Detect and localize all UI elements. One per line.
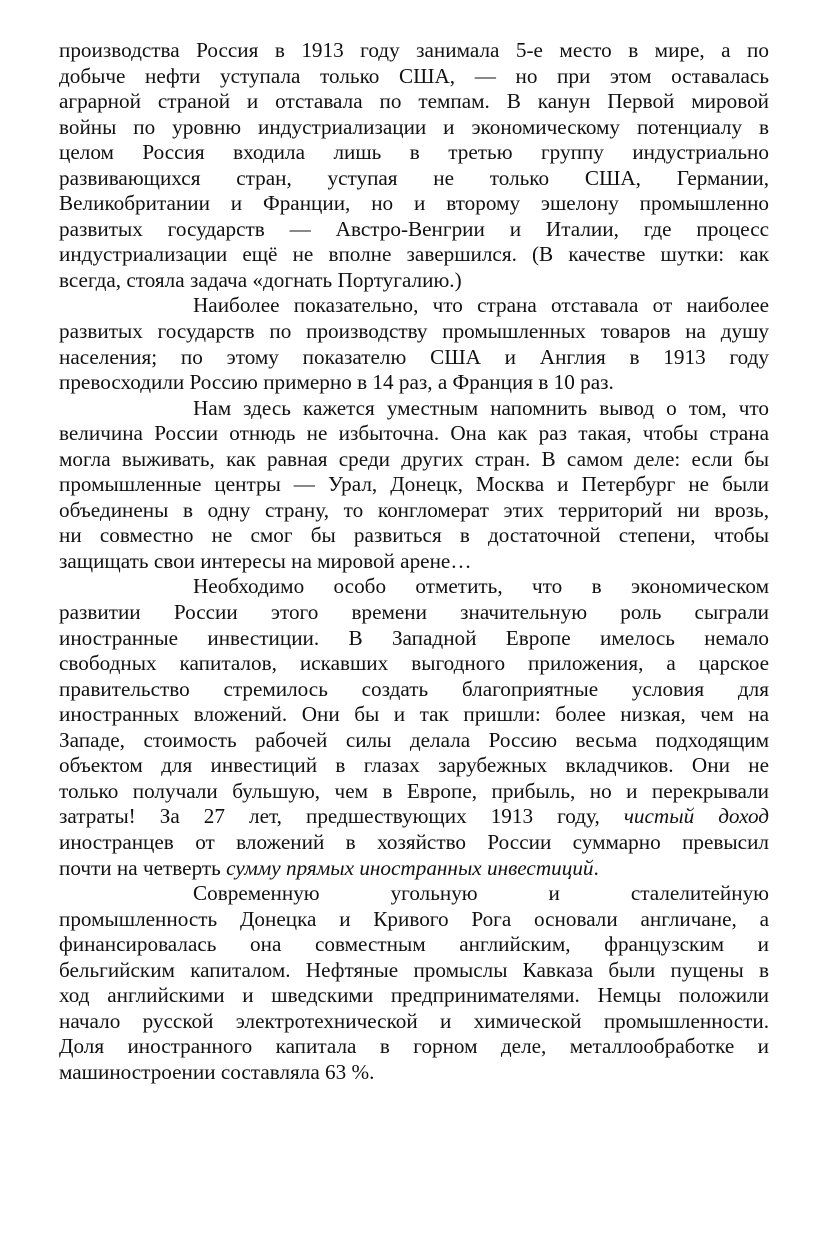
text-line: промышленные центры — Урал, Донецк, Москва и Петербург не были [59, 472, 769, 497]
text-segment: . [593, 855, 599, 880]
text-line-with-term [59, 804, 769, 830]
text-line: промышленность Донецка и Кривого Рога основали англичане, а [59, 906, 769, 931]
text-line: финансировалась она совместным английским, французским и [59, 932, 769, 957]
text-line: машиностроении составляла 63 %. [59, 1059, 375, 1084]
text-line: Нам здесь кажется уместным напомнить вывод о том, что [193, 395, 769, 420]
paragraph-2 [59, 293, 769, 395]
text-line: Западе, стоимость рабочей силы делала Россию весьма подходящим [59, 727, 769, 752]
text-line: производства Россия в 1913 году занимала 5-е место в мире, а по [59, 38, 769, 62]
text-line: аграрной страной и отставала по темпам. В канун Первой мировой [59, 89, 769, 114]
paragraph-5 [59, 881, 769, 1085]
text-line: объединены в одну страну, то конгломерат этих территорий ни врозь, [59, 497, 769, 522]
text-line: Современную угольную и сталелитейную [193, 881, 769, 906]
text-line: иностранных вложений. Они бы и так пришли: более низкая, чем на [59, 702, 769, 727]
paragraph-4 [59, 574, 769, 881]
text-line: Великобритании и Франции, но и второму эшелону промышленно [59, 191, 769, 216]
paragraph-3 [59, 396, 769, 575]
text-line: превосходили Россию примерно в 14 раз, а Франция в 10 раз. [59, 370, 614, 395]
text-line: Доля иностранного капитала в горном деле, металлообработке и [59, 1034, 769, 1059]
text-line: индустриализации ещё не вполне завершился. (В качестве шутки: как [59, 242, 769, 267]
text-line: начало русской электротехнической и химической промышленности. [59, 1008, 769, 1033]
text-segment: затраты! За 27 лет, предшествующих 1913 году, [59, 804, 600, 829]
italic-term: чистый доход [623, 804, 769, 829]
text-line: целом Россия входила лишь в третью группу индустриально [59, 140, 769, 165]
text-line: правительство стремилось создать благоприятные условия для [59, 676, 769, 701]
text-line: иностранцев от вложений в хозяйство России суммарно превысил [59, 829, 769, 854]
text-line: объектом для инвестиций в глазах зарубежных вкладчиков. Они не [59, 753, 769, 778]
text-segment: почти на четверть [59, 855, 221, 880]
text-line: величина России отнюдь не избыточна. Она как раз такая, чтобы страна [59, 421, 769, 446]
text-line: развитых государств — Австро-Венгрии и Италии, где процесс [59, 216, 769, 241]
text-line: Наиболее показательно, что страна отставала от наиболее [193, 293, 769, 318]
text-line: иностранные инвестиции. В Западной Европе имелось немало [59, 625, 769, 650]
text-line: бельгийским капиталом. Нефтяные промыслы Кавказа были пущены в [59, 957, 769, 982]
text-line: развитии России этого времени значительную роль сыграли [59, 600, 769, 625]
text-line: могла выживать, как равная среди других стран. В самом деле: если бы [59, 446, 769, 471]
text-line: всегда, стояла задача «догнать Португалию.) [59, 267, 462, 292]
text-line: войны по уровню индустриализации и экономическому потенциалу в [59, 114, 769, 139]
text-line: развивающихся стран, уступая не только США, Германии, [59, 165, 769, 190]
text-line: защищать свои интересы на мировой арене… [59, 548, 472, 573]
text-line: добыче нефти уступала только США, — но при этом оставалась [59, 63, 769, 88]
document-page [59, 38, 769, 1085]
text-line: населения; по этому показателю США и Англия в 1913 году [59, 344, 769, 369]
text-line: ход английскими и шведскими предпринимателями. Немцы положили [59, 983, 769, 1008]
text-line: свободных капиталов, искавших выгодного приложения, а царское [59, 651, 769, 676]
text-line: Необходимо особо отметить, что в экономическом [193, 574, 769, 599]
paragraph-1 [59, 38, 769, 293]
text-line: только получали бульшую, чем в Европе, прибыль, но и перекрывали [59, 778, 769, 803]
text-line: развитых государств по производству промышленных товаров на душу [59, 319, 769, 344]
text-line-with-term [59, 856, 769, 882]
italic-term: сумму прямых иностранных инвестиций [226, 855, 594, 880]
text-line: ни совместно не смог бы развиться в достаточной степени, чтобы [59, 523, 769, 548]
